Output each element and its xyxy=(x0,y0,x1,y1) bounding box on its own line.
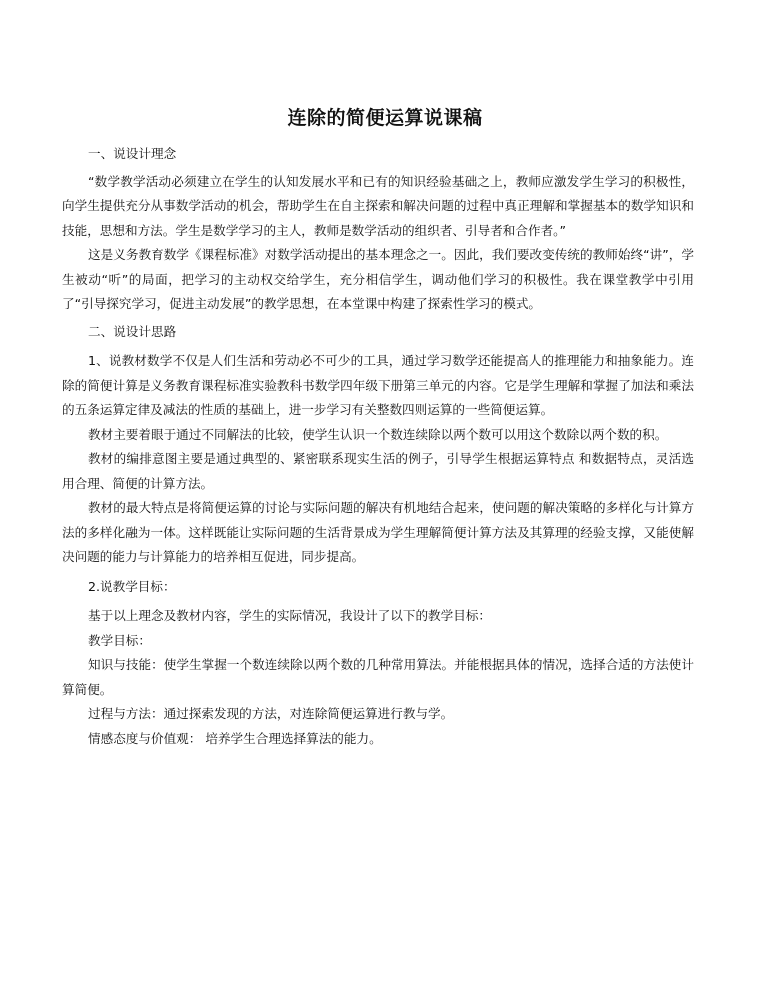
paragraph-curriculum-standard: 这是义务教育数学《课程标准》对数学活动提出的基本理念之一。因此，我们要改变传统的教师始终“讲”，学生被动“听”的局面，把学习的主动权交给学生，充分相信学生，调动他们学习的积极性。我在课堂教学中引用了“引导探究学习，促进主动发展”的教学思想，在本堂课中构建了探索性学习的模式。 xyxy=(62,247,694,311)
paragraph-textbook-focus: 教材主要着眼于通过不同解法的比较，使学生认识一个数连续除以两个数可以用这个数除以两个数的积。 xyxy=(88,426,668,442)
section-heading-design-concept: 一、说设计理念 xyxy=(88,146,177,161)
paragraph-textbook-intent: 教材的编排意图主要是通过典型的、紧密联系现实生活的例子，引导学生根据运算特点 和数据特点，灵活选用合理、简便的计算方法。 xyxy=(62,451,694,491)
paragraph-textbook-feature: 教材的最大特点是将简便运算的讨论与实际问题的解决有机地结合起来，使问题的解决策略的多样化与计算方法的多样化融为一体。这样既能让实际问题的生活背景成为学生理解简便计算方法及其算理的经验支撑，又能使解决问题的能力与计算能力的培养相互促进，同步提高。 xyxy=(62,500,694,564)
paragraph-quote: “数学教学活动必须建立在学生的认知发展水平和已有的知识经验基础之上，教师应激发学生学习的积极性，向学生提供充分从事数学活动的机会，帮助学生在自主探索和解决问题的过程中真正理解和掌握基本的数学知识和技能，思想和方法。学生是数学学习的主人，教师是数学活动的组织者、引导者和合作者。” xyxy=(62,173,694,238)
paragraph-knowledge-skills: 知识与技能：使学生掌握一个数连续除以两个数的几种常用算法。并能根据具体的情况，选择合适的方法使计算简便。 xyxy=(62,657,694,697)
document-title: 连除的简便运算说课稿 xyxy=(287,107,483,129)
section-heading-design-thinking: 二、说设计思路 xyxy=(88,323,177,339)
label-teaching-goals: 教学目标： xyxy=(88,632,151,648)
section-heading-teaching-goals: 2.说教学目标： xyxy=(88,578,176,594)
document-body xyxy=(62,142,694,751)
paragraph-textbook: 1、说教材数学不仅是人们生活和劳动必不可少的工具，通过学习数学还能提高人的推理能力和抽象能力。连除的简便计算是义务教育课程标准实验教科书数学四年级下册第三单元的内容。它是学生理解和掌握了加法和乘法的五条运算定律及减法的性质的基础上，进一步学习有关整数四则运算的一些简便运算。 xyxy=(62,353,694,417)
paragraph-process-method: 过程与方法：通过探索发现的方法，对连除简便运算进行教与学。 xyxy=(88,706,454,721)
paragraph-attitude-values: 情感态度与价值观： 培养学生合理选择算法的能力。 xyxy=(88,730,382,746)
paragraph-goals-intro: 基于以上理念及教材内容，学生的实际情况，我设计了以下的教学目标： xyxy=(88,608,491,623)
